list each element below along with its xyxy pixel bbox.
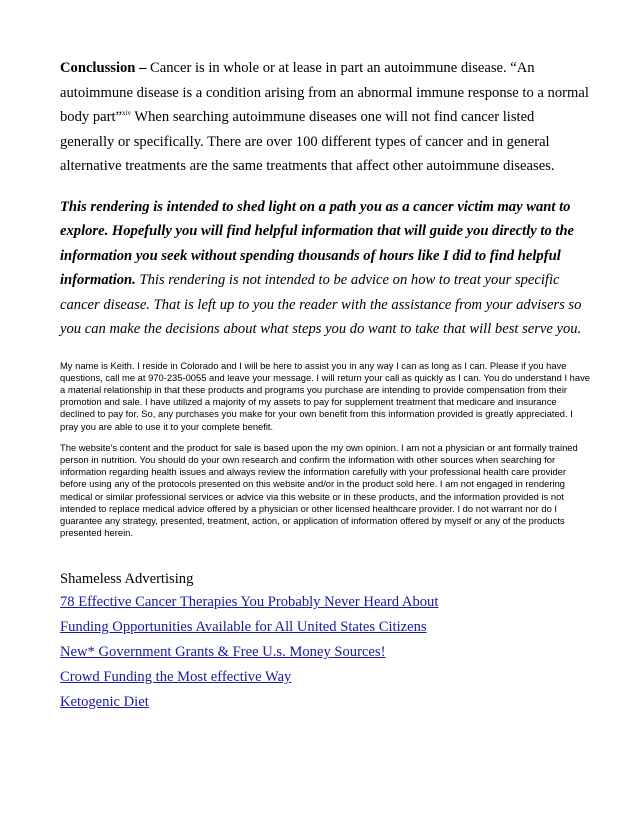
document-page — [60, 56, 590, 714]
intent-bold-text: This rendering is intended to shed light on a path you as a cancer victim may want to explore. Hopefully you will find helpful information that will guide you directly to the information you seek without spending thousands of hours like I did to find helpful information. — [60, 198, 575, 288]
ads-title: Shameless Advertising — [60, 571, 194, 588]
intent-paragraph — [60, 195, 590, 342]
conclusion-paragraph — [60, 56, 590, 179]
conclusion-heading: Conclussion – — [60, 60, 147, 76]
ad-link-government-grants[interactable]: New* Government Grants & Free U.s. Money Sources! — [60, 643, 386, 660]
conclusion-text-a: Cancer is in whole or at lease in part an autoimmune disease. “An autoimmune disease is a condition arising from an abnormal immune response to a normal body part” — [60, 60, 589, 125]
ad-link-crowd-funding[interactable]: Crowd Funding the Most effective Way — [60, 668, 292, 685]
ad-link-ketogenic-diet[interactable]: Ketogenic Diet — [60, 693, 149, 710]
footnote-marker: xiv — [122, 109, 131, 118]
ad-link-funding-opportunities[interactable]: Funding Opportunities Available for All United States Citizens — [60, 619, 427, 636]
intent-italic-text: This rendering is not intended to be advice on how to treat your specific cancer disease. That is left up to you the reader with the assistance from your advisers so you can make the decisions about what steps you do want to take that will best serve you. — [60, 272, 582, 337]
disclaimer-personal: My name is Keith. I reside in Colorado and I will be here to assist you in any way I can as long as I can. Please if you have questions, call me at 970-235-0055 and leave your message. I will return your call as quickly as I can. You do understand I have a material relationship in that these products and programs you purchase are intending to provide compensation from their promotion and sale. I have utilized a majority of my assets to pay for supplement treatment that medicare and insurance declined to pay for. So, any purchases you make for your own benefit from this information provided is greatly appreciated. I pray you are able to use it to your complete benefit. — [60, 359, 590, 432]
disclaimer-legal: The website's content and the product for sale is based upon the my own opinion. I am not a physician or ant formally trained person in nutrition. You should do your own research and confirm the information with other sources when searching for information regarding health issues and always review the information carefully with your professional health care provider before using any of the protocols presented on this website and/or in the product sold here. I am not engaged in rendering medical or similar professional services or advice via this website or in these products, and the information provided is not intended to replace medical advice offered by a physician or other licensed healthcare provider. I do not warrant nor do I guarantee any strategy, presented, treatment, action, or application of information offered by myself or any of the products presented herein. — [60, 441, 578, 539]
ad-link-cancer-therapies[interactable]: 78 Effective Cancer Therapies You Probably Never Heard About — [60, 594, 439, 611]
ads-link-list — [60, 590, 590, 714]
conclusion-text-b: When searching autoimmune diseases one will not find cancer listed generally or specifically. There are over 100 different types of cancer and in general alternative treatments are the same treatments that affect other autoimmune diseases. — [60, 109, 555, 174]
